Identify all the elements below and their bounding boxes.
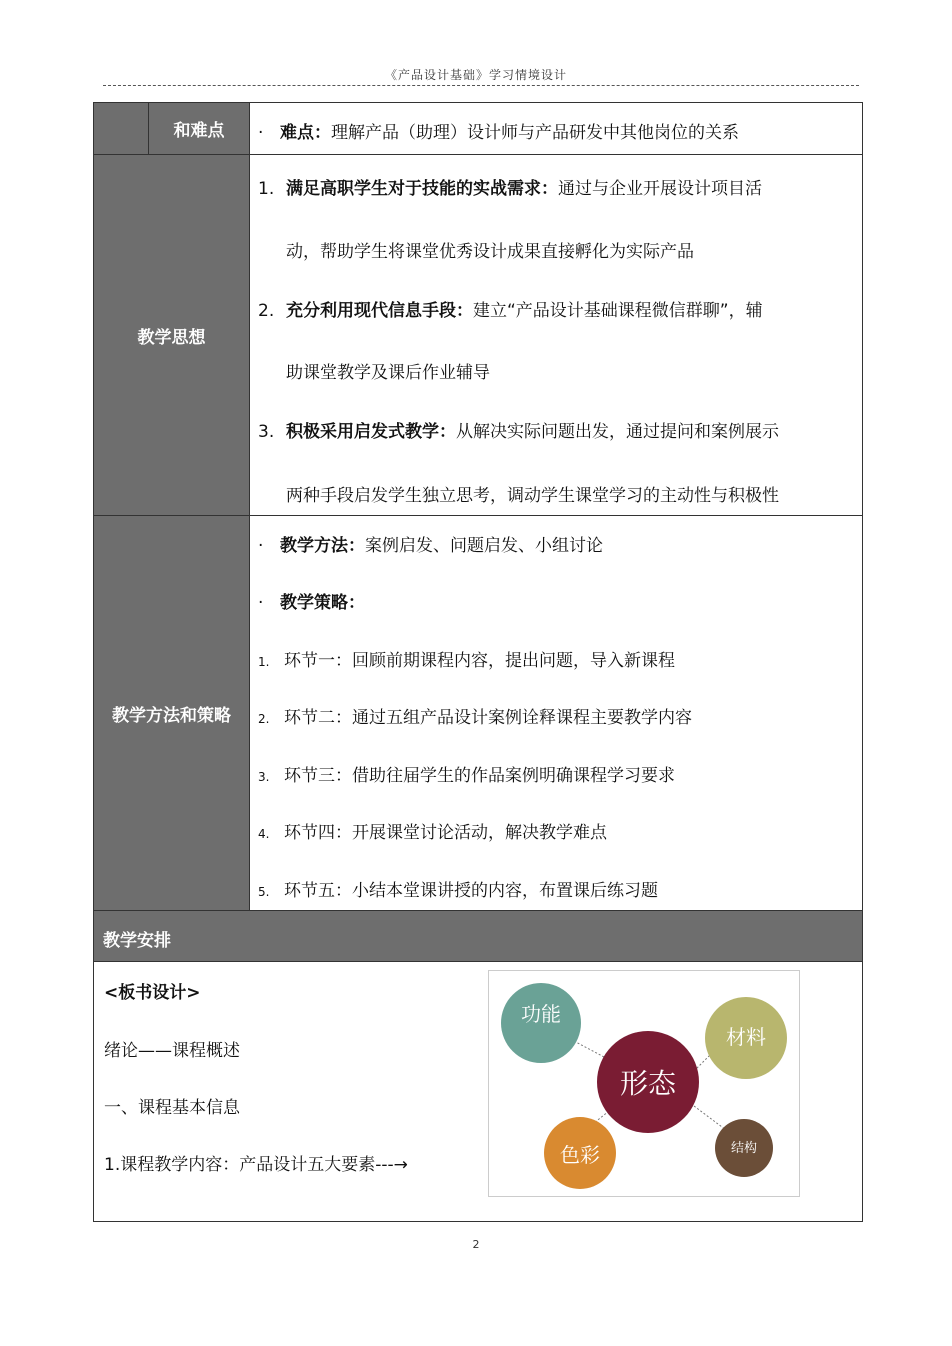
method-content [249,515,863,911]
thought-item-cont: 两种手段启发学生独立思考，调动学生课堂学习的主动性与积极性 [286,486,779,506]
thought-label [93,154,250,516]
strategy-step: 5. 环节五：小结本堂课讲授的内容，布置课后练习题 [258,881,658,901]
method-line: · 教学方法：案例启发、问题启发、小组讨论 [258,536,603,556]
strategy-step: 2. 环节二：通过五组产品设计案例诠释课程主要教学内容 [258,708,692,728]
board-line: 一、课程基本信息 [104,1098,240,1118]
thought-item: 2. 充分利用现代信息手段：建立“产品设计基础课程微信群聊”，辅 [258,301,763,321]
node-form-center: 形态 [597,1031,699,1133]
thought-content [249,154,863,516]
difficulty-text: 理解产品（助理）设计师与产品研发中其他岗位的关系 [331,123,739,143]
board-line: 绪论——课程概述 [104,1041,240,1061]
thought-item-cont: 助课堂教学及课后作业辅导 [286,363,490,383]
strategy-line: · 教学策略： [258,593,365,613]
method-label [93,515,250,911]
node-material: 材料 [705,997,787,1079]
thought-item: 1. 满足高职学生对于技能的实战需求：通过与企业开展设计项目活 [258,179,762,199]
node-color: 色彩 [544,1117,616,1189]
header-divider [103,85,859,86]
board-line: 1.课程教学内容：产品设计五大要素---→ [104,1155,408,1175]
page-number: 2 [472,1238,480,1251]
difficulty-bold: 难点： [280,123,331,143]
difficulty-label-text: 和难点 [173,121,225,141]
document-header: 《产品设计基础》学习情境设计 [384,68,567,82]
method-label-text: 教学方法和策略 [112,705,231,726]
difficulty-content [249,102,863,155]
strategy-step: 3. 环节三：借助往届学生的作品案例明确课程学习要求 [258,766,675,786]
arrangement-header [93,910,863,962]
strategy-step: 4. 环节四：开展课堂讨论活动，解决教学难点 [258,823,607,843]
five-elements-diagram [488,970,800,1197]
thought-label-text: 教学思想 [137,327,206,348]
board-title: <板书设计> [104,983,201,1003]
node-function: 功能 [501,983,581,1063]
thought-item-cont: 动，帮助学生将课堂优秀设计成果直接孵化为实际产品 [286,242,694,262]
strategy-step: 1. 环节一：回顾前期课程内容，提出问题，导入新课程 [258,651,675,671]
thought-item: 3. 积极采用启发式教学：从解决实际问题出发，通过提问和案例展示 [258,422,779,442]
node-structure: 结构 [715,1119,773,1177]
arrangement-label: 教学安排 [103,931,171,951]
blank-cell [93,102,149,155]
bullet: · [258,123,264,143]
difficulty-label [148,102,250,155]
